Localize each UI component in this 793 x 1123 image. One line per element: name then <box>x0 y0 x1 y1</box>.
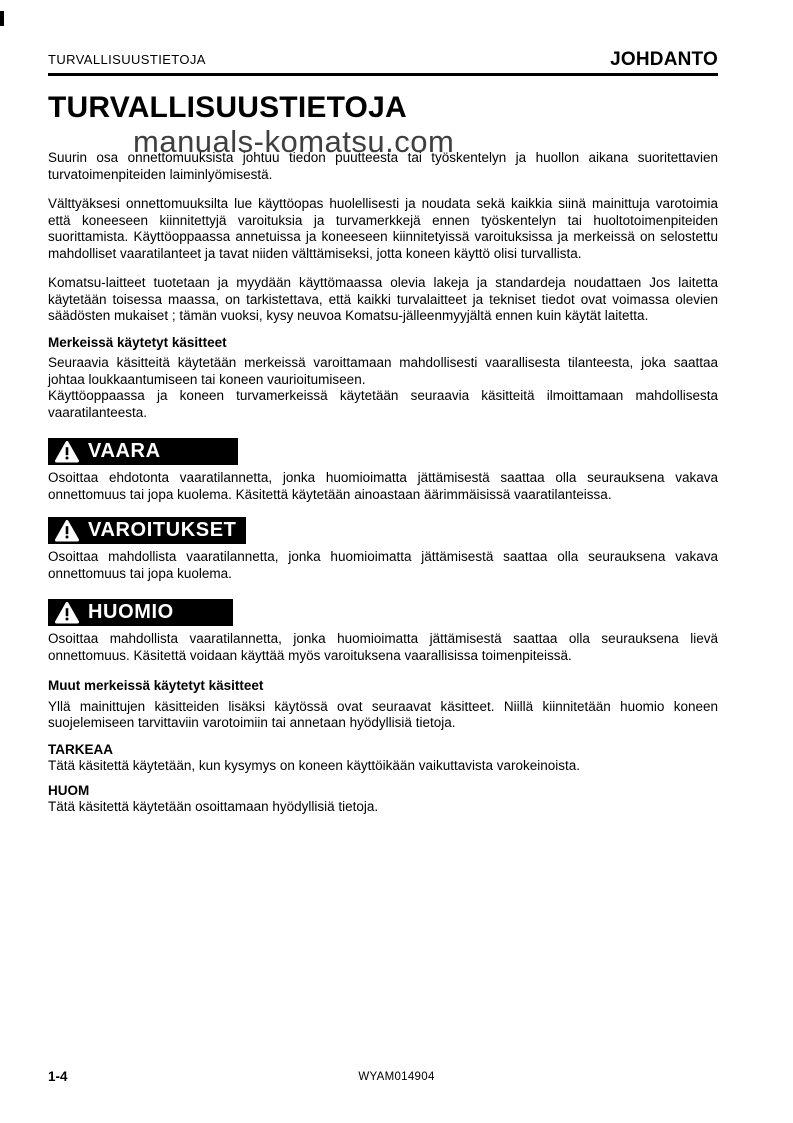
huom-description: Tätä käsitettä käytetään osoittamaan hyödyllisiä tietoja. <box>48 799 379 814</box>
caution-banner-label: HUOMIO <box>88 601 174 623</box>
tarkeaa-description: Tätä käsitettä käytetään, kun kysymys on koneen käyttöikään vaikuttavista varokeinoista. <box>48 758 581 773</box>
precautions-paragraph: Välttyäksesi onnettomuuksilta lue käyttöopas huolellisesti ja noudata sekä kaikkia siinä mainittuja varotoimia että koneeseen kiinnitettyjä varoituksia ja turvamerkkejä ennen työskentelyn tai huoltotoimenpiteiden suorittamista. Käyttöoppaassa annetuissa ja koneeseen kiinnitetyissä varoituksissa ja merkeissä on selostettu mahdolliset vaaratilanteet ja tavat niiden välttämiseksi, jotta koneen käyttö olisi turvallista. <box>48 196 718 261</box>
caution-banner <box>48 599 233 626</box>
danger-banner-label: VAARA <box>88 440 161 462</box>
danger-description: Osoittaa ehdotonta vaaratilannetta, jonka huomioimatta jättämisestä saattaa olla seurauksena vakava onnettomuus tai jopa kuolema. Käsitettä käytetään ainoastaan äärimmäisissä vaaratilanteissa. <box>48 470 718 502</box>
section-heading-terms: Merkeissä käytetyt käsitteet <box>48 334 227 350</box>
terms-paragraph-2: Käyttöoppaassa ja koneen turvamerkeissä käytetään seuraavia käsitteitä ilmoittamaan mahdollisesta vaaratilanteesta. <box>48 388 718 420</box>
warning-triangle-icon <box>55 441 79 463</box>
page-number: 1-4 <box>48 1069 68 1084</box>
document-code: WYAM014904 <box>358 1071 435 1083</box>
warning-banner-label: VAROITUKSET <box>88 519 237 541</box>
warning-description: Osoittaa mahdollista vaaratilannetta, jonka huomioimatta jättämisestä saattaa olla seurauksena vakava onnettomuus tai jopa kuolema. <box>48 549 718 581</box>
warning-banner <box>48 517 246 544</box>
page-title: TURVALLISUUSTIETOJA <box>48 91 407 124</box>
caution-description: Osoittaa mahdollista vaaratilannetta, jonka huomioimatta jättämisestä saattaa olla seurauksena lievä onnettomuus. Käsitettä voidaan käyttää myös varoituksena vaarallisissa toimenpiteissä. <box>48 631 718 663</box>
scan-artifact <box>0 11 4 26</box>
subheading-tarkeaa: TARKEAA <box>48 741 113 757</box>
danger-banner <box>48 438 238 465</box>
page-header <box>48 50 718 76</box>
regulations-paragraph: Komatsu-laitteet tuotetaan ja myydään käyttömaassa olevia lakeja ja standardeja noudattaen Jos laitetta käytetään toisessa maassa, on tarkistettava, että kaikki turvalaitteet ja tekniset tiedot ovat voimassa olevien säädösten mukaiset ; tämän vuoksi, kysy neuvoa Komatsu-jälleenmyyjältä ennen kuin käytät laitetta. <box>48 275 718 323</box>
header-section-title: TURVALLISUUSTIETOJA <box>48 52 206 67</box>
header-chapter-title: JOHDANTO <box>610 49 718 70</box>
intro-paragraph: Suurin osa onnettomuuksista johtuu tiedon puutteesta tai työskentelyn ja huollon aikana suoritettavien turvatoimenpiteiden laiminlyömisestä. <box>48 150 718 182</box>
other-terms-paragraph: Yllä mainittujen käsitteiden lisäksi käytössä ovat seuraavat käsitteet. Niillä kiinnitetään huomio koneen suojelemiseen tarvittaviin varotoimiin tai annetaan hyödyllisiä tietoja. <box>48 698 718 730</box>
warning-triangle-icon <box>55 602 79 624</box>
watermark: manuals-komatsu.com <box>133 124 455 159</box>
warning-triangle-icon <box>55 520 79 542</box>
subheading-huom: HUOM <box>48 782 90 798</box>
section-heading-other-terms: Muut merkeissä käytetyt käsitteet <box>48 678 264 693</box>
page-footer <box>0 1069 793 1089</box>
terms-paragraph: Seuraavia käsitteitä käytetään merkeissä varoittamaan mahdollisesti vaarallisesta tilanteesta, joka saattaa johtaa loukkaantumiseen tai koneen vaurioitumiseen. <box>48 355 718 387</box>
